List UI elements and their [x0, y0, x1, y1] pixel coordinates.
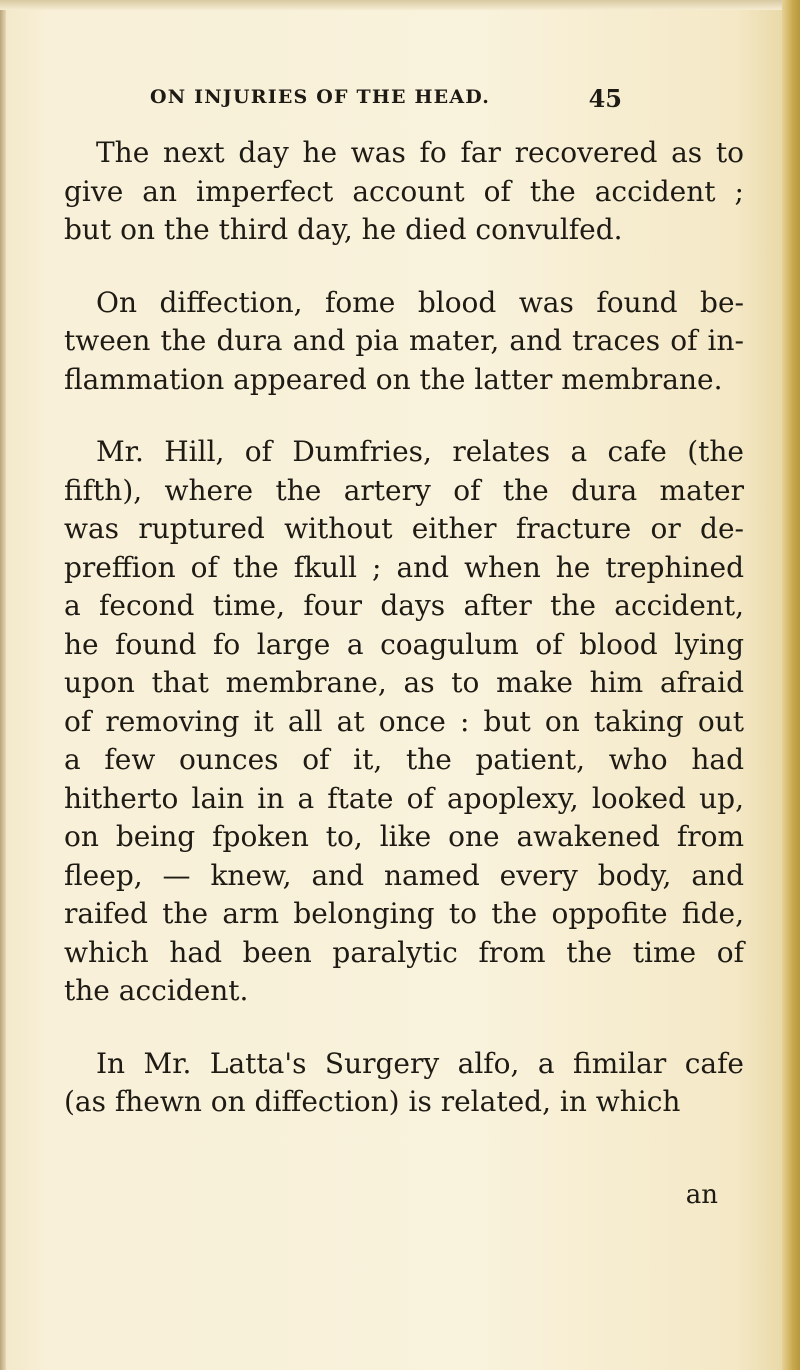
text-line: a fecond time, four days after the accident, — [64, 589, 744, 622]
text-line: fifth), where the artery of the dura mater — [64, 473, 744, 507]
text-line: which had been paralytic from the time of — [64, 935, 744, 969]
paragraph — [64, 1045, 744, 1122]
text-line: preffion of the fkull ; and when he trephined — [64, 550, 744, 584]
text-line: fleep, — knew, and named every body, and — [64, 858, 744, 892]
text-line: but on the third day, he died convulfed. — [64, 213, 623, 246]
text-line: he found fo large a coagulum of blood lying — [64, 627, 744, 661]
text-line: Mr. Hill, of Dumfries, relates a cafe (the — [96, 435, 744, 468]
text-line: The next day he was fo far recovered as to — [96, 136, 744, 169]
text-line: on being fpoken to, like one awakened from — [64, 820, 744, 853]
text-line: a few ounces of it, the patient, who had — [64, 743, 744, 776]
text-line: On diffection, fome blood was found be- — [96, 285, 744, 319]
text-line: upon that membrane, as to make him afraid — [64, 666, 744, 699]
catchword: an — [685, 1180, 718, 1210]
text-line: (as fhewn on diffection) is related, in which — [64, 1085, 681, 1118]
text-line: give an imperfect account of the accident ; — [64, 174, 744, 208]
page-fore-edge — [782, 0, 800, 1370]
text-line: flammation appeared on the latter membrane. — [64, 362, 723, 396]
text-line: of removing it all at once : but on taking out — [64, 704, 744, 738]
page-number: 45 — [588, 84, 622, 113]
text-line: was ruptured without either fracture or de- — [64, 512, 744, 545]
page-header — [150, 86, 710, 116]
page-top-edge — [0, 0, 800, 10]
paragraph — [64, 284, 744, 400]
text-line: raifed the arm belonging to the oppofite fide, — [64, 897, 744, 930]
paragraph — [64, 433, 744, 1011]
text-line: In Mr. Latta's Surgery alfo, a fimilar cafe — [96, 1046, 744, 1080]
body-text — [64, 134, 744, 1156]
running-head: ON INJURIES OF THE HEAD. — [150, 86, 491, 108]
page-gutter-shadow — [0, 0, 6, 1370]
text-line: the accident. — [64, 974, 249, 1007]
text-line: tween the dura and pia mater, and traces of in- — [64, 324, 744, 357]
paragraph — [64, 134, 744, 250]
text-line: hitherto lain in a ftate of apoplexy, looked up, — [64, 781, 744, 815]
